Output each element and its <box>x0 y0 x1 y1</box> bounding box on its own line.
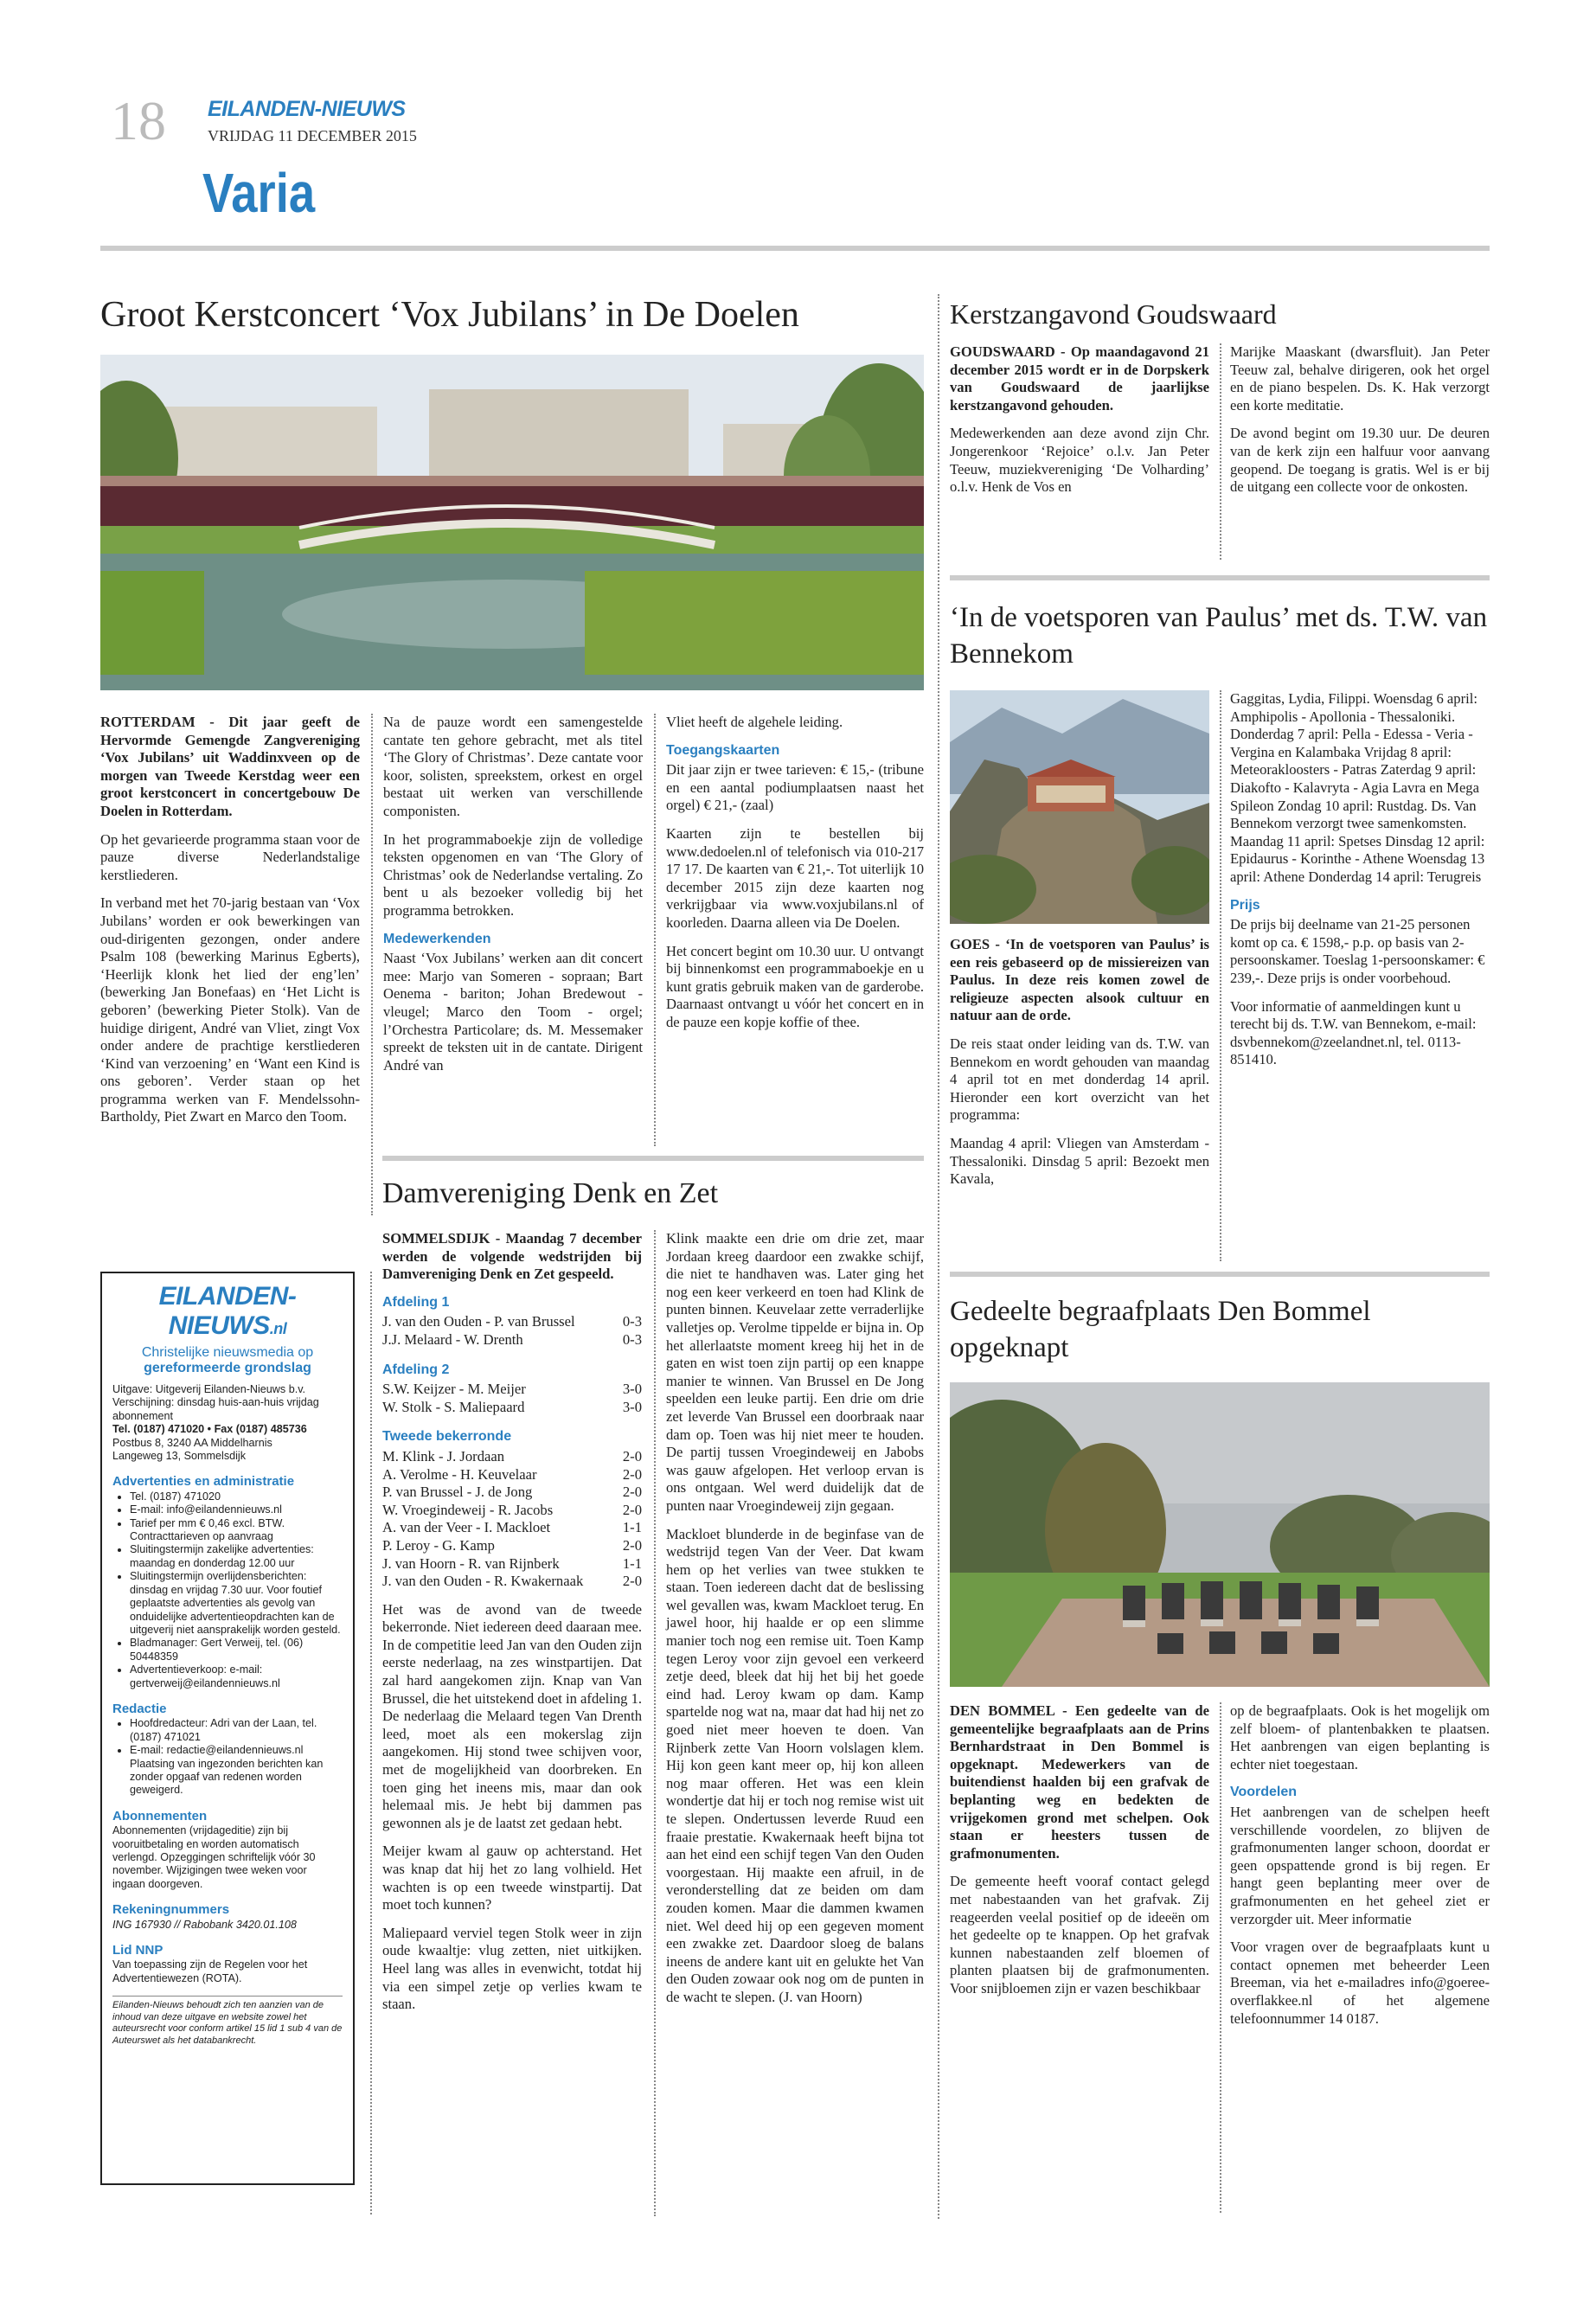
dam-paragraph: Maliepaard verviel tegen Stolk weer in zijn oude kwaaltje: vlug zetten, niet uitkijken. Heel lang was alles in evenwicht, totdat hij via een simpel zetje op verlies kwam te staan. <box>382 1924 642 2013</box>
colophon-item: • Bladmanager: Gert Verweij, tel. (06) 50448359 <box>130 1637 343 1663</box>
paulus-paragraph: Voor informatie of aanmeldingen kunt u terecht bij ds. T.W. van Bennekom, e-mail: dsvbennekom@zeelandnet.nl, tel. 0113-851410. <box>1230 997 1477 1068</box>
vox-column-3 <box>666 714 924 1042</box>
bommel-column-2 <box>1230 1702 1490 2038</box>
colophon-item: • Advertentieverkoop: e-mail: gertverweij@eilandennieuws.nl <box>130 1663 343 1690</box>
paulus-paragraph: De reis staat onder leiding van ds. T.W. van Bennekom en wordt gehouden van maandag 4 april tot en met donderdag 14 april. Hieronder een kort overzicht van het programma: <box>950 1035 1209 1124</box>
vox-paragraph: Kaarten zijn te bestellen bij www.dedoelen.nl of telefonisch via 010-217 17 17. De kaarten van € 21,-. Tot uiterlijk 10 december 2015 zijn deze kaarten nog verkrijgbaar via www.voxjubilans.nl of koorleden. Daarna alleen via De Doelen. <box>666 824 924 931</box>
column-divider <box>1220 1702 1221 2213</box>
vox-title: Groot Kerstconcert ‘Vox Jubilans’ in De Doelen <box>100 295 799 335</box>
dam-paragraph: Mackloet blunderde in de beginfase van de wedstrijd tegen Van der Veer. Dat kwam hem op het verlies van twee stukken te staan. Toen iedereen dacht dat de beslissing wel gevallen was, kwam Mackloet terug. En jawel hoor, hij haalde er op een slimme manier toch nog een remise uit. Toen Kamp tegen Leroy voor zijn gevoel een verkeerd zetje deed, bleek dat hij het bij het goede eind had. Leroy kwam op dam. Kamp spartelde nog wat na, maar dat had hij net zo goed niet meer hoeven te doen. Van Rijnberk zette Van Hoorn volslagen klem. Hij kon geen kant meer op, hij kon alleen nog maar offeren. Het was een klein wondertje dat hij er toch nog remise wist uit te slepen. Ondertussen leverde Ruud een fraaie prestatie. Kwakernaak heeft bijna tot aan het eind een schijf tegen Van den Ouden voorgestaan. Hij maakte een afruil, in de veronderstelling dat ze beiden om dam zouden komen. Maar die dammen kwamen niet. Wel deed hij op een gegeven moment een zwakke zet. Daardoor sloeg de balans ineens de andere kant uit en gelukte het Van den Ouden zowaar ook nog om de punten in de wacht te slepen. (J. van Hoorn) <box>666 1525 924 2005</box>
colophon-item: • Hoofdredacteur: Adri van der Laan, tel. (0187) 471021 <box>130 1717 343 1744</box>
colophon-heading: Redactie <box>112 1701 167 1716</box>
dam-paragraph: Klink maakte een drie om drie zet, maar Jordaan kreeg daardoor een zwakke schijf, die niet te handhaven was. Later ging het nog een keer verkeerd en toen had Klink de punten binnen. Keuvelaar zette verraderlijke valletjes op. Verolme tippelde er bijna in. Op het allerlaatste moment kreeg hij het in de gaten en wist toen zijn partij op een knappe manier te winnen. Van Brussel en De Jong speelden een leuke partij. Een drie om drie zet leverde Van Brussel een doorbraak naar dam op. Toen was hij niet meer te houden. De partij tussen Vroegindeweij en Jabobs was gauw afgelopen. Het verloop ervan is ons ontgaan. Wel werd duidelijk dat de punten naar Vroegindeweij zijn gegaan. <box>666 1230 924 1514</box>
colophon-box <box>100 1272 355 2185</box>
column-divider <box>1220 690 1221 1261</box>
cemetery-photo <box>950 1382 1490 1687</box>
column-divider <box>371 714 373 1215</box>
table-row: M. Klink - J. Jordaan 2-0 <box>382 1447 642 1465</box>
colophon-tel: Tel. (0187) 471020 • Fax (0187) 485736 <box>112 1423 307 1436</box>
dam-column-2 <box>666 1230 924 2017</box>
colophon-verschijning: Verschijning: dinsdag huis-aan-huis vrijdag abonnement <box>112 1396 319 1422</box>
bommel-paragraph: De gemeente heeft vooraf contact gelegd met nabestaanden van het grafvak. Zij reageerden veelal positief op de ideeën om het gedeelte op te knappen. Op het grafvak kunnen nabestaanden zelf bloemen of planten plaatsen bij de grafmonumenten. Voor snijbloemen zijn er vazen beschikbaar <box>950 1873 1209 1997</box>
colophon-address: Langeweg 13, Sommelsdijk <box>112 1450 247 1463</box>
column-divider <box>654 714 656 1146</box>
colophon-uitgave: Uitgave: Uitgeverij Eilanden-Nieuws b.v. <box>112 1383 306 1395</box>
table-row: A. Verolme - H. Keuvelaar 2-0 <box>382 1465 642 1483</box>
dam-results <box>382 1448 642 1591</box>
vox-column-1 <box>100 714 360 1137</box>
dam-lead: SOMMELSDIJK - Maandag 7 december werden de volgende wedstrijden bij Damvereniging Denk en Zet gespeeld. <box>382 1230 642 1283</box>
table-row: P. Leroy - G. Kamp 2-0 <box>382 1536 642 1554</box>
dam-group-heading: Afdeling 1 <box>382 1294 450 1310</box>
vox-paragraph: Op het gevarieerde programma staan voor de pauze diverse Nederlandstalige kerstliederen. <box>100 830 360 883</box>
dam-paragraph: Het was de avond van de tweede bekerronde. Niet iedereen deed daaraan mee. In de competitie leed Jan van den Ouden zijn eerste nederlaag, na zes winstpartijen. Dat zal hard aangekomen zijn. Knap van Van Brussel, die het uitstekend doet in afdeling 1. De nederlaag die Melaard tegen Van Drenth leed, moet als een mokerslag zijn aangekomen. Hij stond twee schijven voor, met de mogelijkheid van doorbreken. En toen ging het ineens mis, maar dan ook helemaal mis. Je hebt bij dammen pas gewonnen als je de laatst zet gedaan hebt. <box>382 1600 643 1831</box>
kerstzang-lead: GOUDSWAARD - Op maandagavond 21 december 2015 wordt er in de Dorpskerk van Goudswaard de jaarlijkse kerstzangavond gehouden. <box>950 343 1209 413</box>
colophon-postbus: Postbus 8, 3240 AA Middelharnis <box>112 1436 272 1449</box>
colophon-item: • Tarief per mm € 0,46 excl. BTW. Contracttarieven op aanvraag <box>130 1517 343 1544</box>
dam-column-1 <box>382 1230 642 2024</box>
kerstzang-title: Kerstzangavond Goudswaard <box>950 298 1277 330</box>
vox-column-2 <box>383 714 643 1085</box>
kerstzang-column-1 <box>950 343 1209 507</box>
dam-group-heading: Afdeling 2 <box>382 1362 450 1377</box>
paulus-column-2 <box>1230 690 1490 1080</box>
header-rule <box>100 246 1490 251</box>
colophon-text: Van toepassing zijn de Regelen voor het Advertentiewezen (ROTA). <box>112 1958 308 1984</box>
colophon-tagline: Christelijke nieuwsmedia op <box>141 1345 314 1360</box>
vox-paragraph: Dit jaar zijn er twee tarieven: € 15,- (tribune en een aantal podiumplaatsen naast het orgel) € 21,- (zaal) <box>666 761 924 814</box>
choir-photo <box>100 355 924 690</box>
colophon-adv-list <box>112 1490 343 1690</box>
table-row: J. van den Ouden - P. van Brussel 0-3 <box>382 1313 642 1330</box>
page-number: 18 <box>111 90 166 151</box>
bommel-paragraph: Het aanbrengen van de schelpen heeft verschillende voordelen, zo blijven de grafmonumenten langer schoon, doordat er geen opspattende grond is bij regen. Er hangt geen beplanting meer over de grafmonumenten en het geheel ziet er verzorgder uit. Meer informatie <box>1230 1803 1490 1927</box>
table-row: J. van Hoorn - R. van Rijnberk 1-1 <box>382 1554 642 1572</box>
paulus-title: ‘In de voetsporen van Paulus’ met ds. T.W. van Bennekom <box>950 602 1488 670</box>
colophon-heading: Advertenties en administratie <box>112 1474 295 1490</box>
table-row: J.J. Melaard - W. Drenth 0-3 <box>382 1330 642 1348</box>
dam-group-heading: Tweede bekerronde <box>382 1429 512 1445</box>
colophon-heading: Lid NNP <box>112 1943 163 1958</box>
table-row: J. van den Ouden - R. Kwakernaak 2-0 <box>382 1573 642 1590</box>
vox-paragraph: In het programmaboekje zijn de volledige teksten opgenomen en van ‘The Glory of Christmas’ ook de Nederlandse vertaling. Zo bent u als bezoeker volledig bij het programma betrokken. <box>383 830 643 919</box>
paulus-column-1 <box>950 936 1209 1199</box>
bommel-subheading: Voordelen <box>1230 1785 1298 1800</box>
paulus-paragraph: De prijs bij deelname van 21-25 personen komt op ca. € 1598,- p.p. op basis van 2-persoonskamer. Toeslag 1-persoonskamer: € 239,-. Deze prijs is onder voorbehoud. <box>1230 916 1485 986</box>
vox-subheading: Toegangskaarten <box>666 742 780 758</box>
paulus-paragraph: Maandag 4 april: Vliegen van Amsterdam - Thessaloniki. Dinsdag 5 april: Bezoekt men Kavala, <box>950 1134 1209 1188</box>
colophon-tagline: gereformeerde grondslag <box>144 1361 311 1375</box>
kerstzang-paragraph: Medewerkenden aan deze avond zijn Chr. Jongerenkoor ‘Rejoice’ o.l.v. Jan Peter Teeuw, muziekvereniging ‘De Volharding’ o.l.v. Henk de Vos en <box>950 425 1209 496</box>
section-title: Varia <box>202 162 316 224</box>
bommel-column-1 <box>950 1702 1209 2009</box>
dam-paragraph: Meijer kwam al gauw op achterstand. Het was knap dat hij het zo lang volhield. Het wachten is op een tweede winstpartij. Dat moet toch kunnen? <box>382 1843 642 1913</box>
colophon-text: Abonnementen (vrijdageditie) zijn bij vooruitbetaling en worden automatisch verlengd. Opzeggingen schriftelijk vóór 30 november. Wijzigingen twee weken voor ingaan doorgeven. <box>112 1824 316 1890</box>
monastery-photo <box>950 690 1209 924</box>
issue-date: VRIJDAG 11 DECEMBER 2015 <box>208 127 417 144</box>
colophon-item: • Sluitingstermijn zakelijke advertenties: maandag en donderdag 12.00 uur <box>130 1543 343 1570</box>
colophon-logo: EILANDEN-NIEUWS.nl <box>158 1282 297 1340</box>
colophon-item: • E-mail: info@eilandennieuws.nl <box>130 1503 343 1516</box>
column-divider <box>1220 343 1221 560</box>
vox-lead: ROTTERDAM - Dit jaar geeft de Hervormde Gemengde Zangvereniging ‘Vox Jubilans’ uit Waddinxveen op de morgen van Tweede Kerstdag weer een groot kerstconcert in concertgebouw De Doelen in Rotterdam. <box>100 714 360 819</box>
kerstzang-paragraph: Marijke Maaskant (dwarsfluit). Jan Peter Teeuw zal, behalve dirigeren, ook het orgel en de piano bespelen. Ds. K. Hak verzorgt een korte meditatie. <box>1230 343 1490 413</box>
kerstzang-column-2 <box>1230 343 1490 507</box>
colophon-item: • E-mail: redactie@eilandennieuws.nl Plaatsing van ingezonden berichten kan zonder opgaaf van redenen worden geweigerd. <box>130 1744 343 1798</box>
column-divider <box>370 1272 372 2214</box>
vox-paragraph: In verband met het 70-jarig bestaan van ‘Vox Jubilans’ worden er ook bewerkingen van oud-dirigenten gezongen, onder andere Psalm 108 (bewerking Marinus Egberts), ‘Heerlijk klonk het lied der eng’len’ (bewerking Jan Bonefaas) en ‘Het Licht is geboren’ (bewerking Pieter Stolk). Van de huidige dirigent, André van Vliet, zingt Vox onder andere de prachtige kerstliederen ‘Kind van verzoening’ en ‘Want een Kind is ons geboren’. Verder staan op het programma werken van F. Mendelssohn-Bartholdy, Piet Zwart en Marco den Toom. <box>100 894 360 1125</box>
dam-results <box>382 1381 642 1416</box>
column-divider <box>654 1230 656 2216</box>
colophon-heading: Rekeningnummers <box>112 1902 230 1918</box>
vox-paragraph: Het concert begint om 10.30 uur. U ontvangt bij binnenkomst een programmaboekje en u kunt gratis gebruik maken van de garderobe. Daarnaast ontvangt u vóór het concert en in de pauze een kopje koffie of thee. <box>666 942 924 1030</box>
colophon-footer: Eilanden-Nieuws behoudt zich ten aanzien van de inhoud van deze uitgave en website zowel het auteursrecht voor conform artikel 15 lid 1 sub 4 van de Auteurswet als het databankrecht. <box>112 1996 343 2047</box>
colophon-red-list <box>112 1717 343 1797</box>
bommel-title: Gedeelte begraafplaats Den Bommel opgeknapt <box>950 1296 1371 1363</box>
section-rule <box>950 1272 1490 1277</box>
colophon-text: ING 167930 // Rabobank 3420.01.108 <box>112 1918 297 1931</box>
kerstzang-paragraph: De avond begint om 19.30 uur. De deuren van de kerk zijn een halfuur voor aanvang geopend. De toegang is gratis. Wel is er bij de uitgang een collecte voor de onkosten. <box>1230 425 1490 496</box>
dam-title: Damvereniging Denk en Zet <box>382 1177 719 1209</box>
dam-results <box>382 1313 642 1349</box>
bommel-paragraph: Voor vragen over de begraafplaats kunt u contact opnemen met beheerder Leen Breeman, via het e-mailadres info@goeree-overflakkee.nl of het algemene telefoonnummer 14 0187. <box>1230 1939 1490 2027</box>
paulus-programme: Gaggitas, Lydia, Filippi. Woensdag 6 april: Amphipolis - Apollonia - Thessaloniki. Donderdag 7 april: Pella - Edessa - Veria - Vergina en Kalambaka Vrijdag 8 april: Meteorakloosters - Patras Zaterdag 9 april: Diakofto - Kalavryta - Agia Lavra en Mega Spileon Zondag 10 april: Rustdag. Ds. Van Bennekom verzorgt twee samenkomsten. Maandag 11 april: Spetses Dinsdag 12 april: Epidaurus - Korinthe - Athene Woensdag 13 april: Athene Donderdag 14 april: Terugreis <box>1230 690 1485 885</box>
table-row: W. Stolk - S. Maliepaard 3-0 <box>382 1398 642 1415</box>
colophon-item: • Sluitingstermijn overlijdensberichten: dinsdag en vrijdag 7.30 uur. Voor foutief geplaatste advertenties als gevolg van onduidelijke advertentieopdrachten kan de uitgeverij niet aansprakelijk worden gesteld. <box>130 1570 343 1637</box>
vox-paragraph: Na de pauze wordt een samengestelde cantate ten gehore gebracht, met als titel ‘The Glory of Christmas’. Deze cantate voor koor, solisten, spreekstem, orkest en orgel bestaat uit werken van verschillende componisten. <box>383 714 643 819</box>
section-rule <box>382 1156 924 1161</box>
paulus-subheading: Prijs <box>1230 897 1260 913</box>
bommel-lead: DEN BOMMEL - Een gedeelte van de gemeentelijke begraafplaats aan de Prins Bernhardstraat in Den Bommel is opgeknapt. Medewerkers van de buitendienst haalden bij een grafvak de beplanting weg en bedekten de vrijgekomen grond met schelpen. Ook staan er heesters tussen de grafmonumenten. <box>950 1702 1209 1862</box>
table-row: W. Vroegindeweij - R. Jacobs 2-0 <box>382 1501 642 1518</box>
section-rule <box>950 575 1490 580</box>
masthead-logo: EILANDEN-NIEUWS <box>208 97 406 121</box>
column-divider <box>938 294 939 2219</box>
vox-subheading: Medewerkenden <box>383 931 491 946</box>
colophon-item: • Tel. (0187) 471020 <box>130 1490 343 1503</box>
bommel-paragraph: op de begraafplaats. Ook is het mogelijk om zelf bloem- of plantenbakken te plaatsen. Het aanbrengen van eigen beplanting is echter niet toegestaan. <box>1230 1702 1490 1772</box>
table-row: S.W. Keijzer - M. Meijer 3-0 <box>382 1381 642 1398</box>
table-row: P. van Brussel - J. de Jong 2-0 <box>382 1484 642 1501</box>
vox-paragraph: Vliet heeft de algehele leiding. <box>666 714 843 730</box>
paulus-lead: GOES - ‘In de voetsporen van Paulus’ is een reis gebaseerd op de missiereizen van Paulus. In deze reis komen zowel de religieuze aspecten alsook cultuur en natuur aan de orde. <box>950 936 1209 1024</box>
colophon-heading: Abonnementen <box>112 1808 208 1823</box>
vox-paragraph: Naast ‘Vox Jubilans’ werken aan dit concert mee: Marjo van Someren - sopraan; Bart Oenema - bariton; Johan Bredewout - vleugel; Marco den Toom - orgel; l’Orchestra Particolare; ds. M. Messemaker spreekt de teksten uit in de cantate. Dirigent André van <box>383 950 643 1074</box>
table-row: A. van der Veer - I. Mackloet 1-1 <box>382 1519 642 1536</box>
